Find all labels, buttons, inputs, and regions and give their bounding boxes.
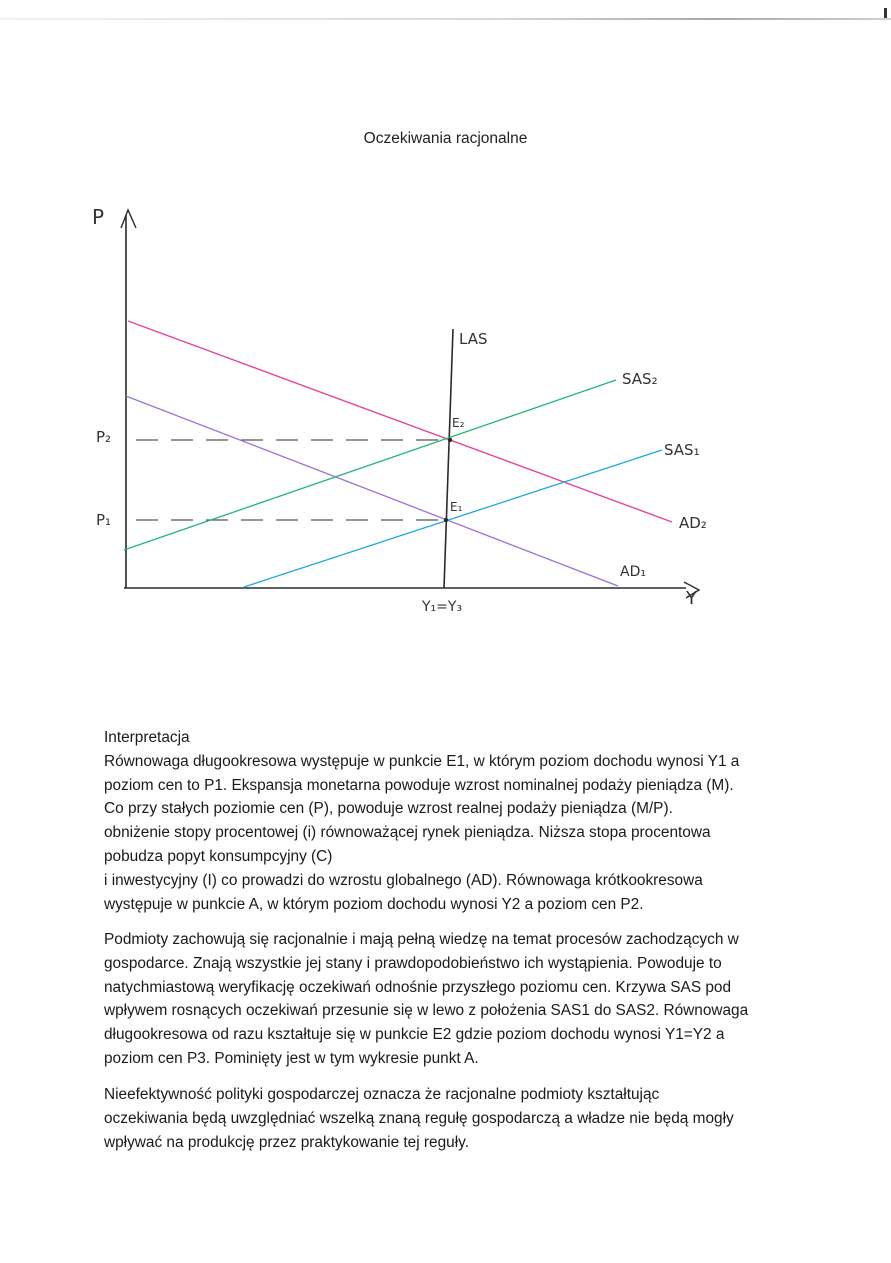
text-line: poziom cen to P1. Ekspansja monetarna powoduje wzrost nominalnej podaży pieniądza (M). xyxy=(104,776,734,794)
las-label: LAS xyxy=(459,330,488,348)
text-line: występuje w punkcie A, w którym poziom dochodu wynosi Y2 a poziom cen P2. xyxy=(104,895,644,913)
sas1-curve xyxy=(244,450,662,587)
interpretation-paragraph-2 xyxy=(104,928,794,1071)
text-line: obniżenie stopy procentowej (i) równoważącej rynek pieniądza. Niższa stopa procentowa xyxy=(104,824,711,842)
text-line: natychmiastową weryfikację oczekiwań odnośnie przyszłego poziomu cen. Krzywa SAS pod xyxy=(104,978,732,996)
e2-point xyxy=(448,438,452,442)
y-axis-label: Y xyxy=(686,588,697,609)
text-line: poziom cen P3. Pominięty jest w tym wykresie punkt A. xyxy=(104,1049,479,1067)
text-line: Równowaga długookresowa występuje w punkcie E1, w którym poziom dochodu wynosi Y1 a xyxy=(104,752,740,770)
p-axis-label: P xyxy=(92,205,105,229)
las-curve xyxy=(444,329,453,588)
text-line: Nieefektywność polityki gospodarczej oznacza że racjonalne podmioty kształtując xyxy=(104,1086,660,1103)
text-line: Podmioty zachowują się racjonalnie i mają pełną wiedzę na temat procesów zachodzących w xyxy=(104,931,739,948)
text-line: oczekiwania będą uwzględniać wszelką znaną regułę gospodarczą a władze nie będą mogły xyxy=(104,1109,734,1127)
p1-label: P₁ xyxy=(96,511,112,529)
text-line: gospodarce. Znają wszystkie jej stany i prawdopodobieństwo ich wystąpienia. Powoduje to xyxy=(104,954,722,972)
sas2-curve xyxy=(124,380,616,550)
ad1-label: AD₁ xyxy=(620,564,646,580)
ad2-label: AD₂ xyxy=(679,514,707,532)
e2-label: E₂ xyxy=(452,416,465,430)
sas1-label: SAS₁ xyxy=(664,441,700,459)
interpretation-paragraph-3 xyxy=(104,1083,794,1154)
page-title: Oczekiwania racjonalne xyxy=(363,130,528,147)
sas2-label: SAS₂ xyxy=(622,370,658,388)
text-line: pobudza popyt konsumpcyjny (C) xyxy=(104,847,333,865)
p-axis-arrow xyxy=(121,210,136,228)
p2-label: P₂ xyxy=(96,428,112,446)
interpretation-paragraph-1 xyxy=(104,726,794,916)
y-equilibrium-label: Y₁=Y₃ xyxy=(422,599,463,615)
e1-label: E₁ xyxy=(450,500,463,514)
ad1-curve xyxy=(126,396,618,586)
e1-point xyxy=(444,518,448,522)
text-line: wpływać na produkcję przez praktykowanie tej reguły. xyxy=(104,1133,469,1151)
text-line: Co przy stałych poziomie cen (P), powoduje wzrost realnej podaży pieniądza (M/P). xyxy=(104,800,673,818)
interpretation-heading: Interpretacja xyxy=(104,729,190,746)
text-line: i inwestycyjny (I) co prowadzi do wzrostu globalnego (AD). Równowaga krótkookresowa xyxy=(104,871,703,889)
text-line: długookresowa od razu kształtuje się w punkcie E2 gdzie poziom dochodu wynosi Y1=Y2 a xyxy=(104,1026,725,1044)
text-line: wpływem rosnących oczekiwań przesunie się w lewo z położenia SAS1 do SAS2. Równowaga xyxy=(104,1002,749,1020)
ad2-curve xyxy=(128,321,672,522)
